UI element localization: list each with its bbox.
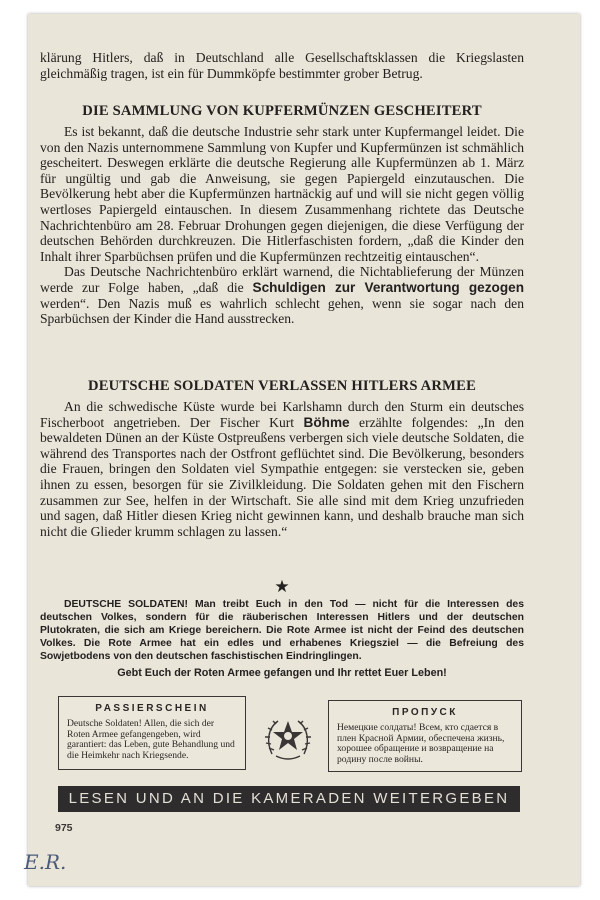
page-number: 975 — [55, 822, 73, 834]
passierschein-title: PASSIERSCHEIN — [95, 703, 209, 714]
section1-heading: DIE SAMMLUNG VON KUPFERMÜNZEN GESCHEITERT — [82, 103, 482, 119]
section-soldiers — [40, 378, 524, 539]
propusk-text: Немецкие солдаты! Всем, кто сдается в плен Красной Армии, обеспечена жизнь, хорошее обращение и возвращение на родину после войны. — [337, 722, 505, 765]
propusk-box — [328, 700, 522, 772]
appeal-text: DEUTSCHE SOLDATEN! Man treibt Euch in den Tod — nicht für die Interessen des deutschen Volkes, sondern für die räuberischen Interessen Hitlers und der deutschen Plutokraten, die sich am Kriege bereichern. Die Rote Armee ist nicht der Feind des deutschen Volkes. Die Rote Armee hat ein edles und erhabenes Kriegsziel — die Befreiung des Sowjetbodens von den deutschen faschistischen Eindringlingen. — [40, 599, 524, 662]
intro-paragraph: klärung Hitlers, daß in Deutschland alle Gesellschaftsklassen die Kriegslasten gleichmäßig tragen, ist ein für Dummköpfe bestimmter grober Betrug. — [40, 50, 524, 81]
appeal-closing: Gebt Euch der Roten Armee gefangen und Ihr rettet Euer Leben! — [117, 667, 447, 679]
appeal-block — [40, 578, 524, 679]
section1-p2-after: werden“. Den Nazis muß es wahrlich schlecht gehen, wenn sie sogar nach den Sparbüchsen der Kinder die Hand ausstrecken. — [40, 295, 524, 327]
section2-p-bold: Böhme — [303, 414, 350, 430]
intro-column — [40, 50, 524, 81]
section1-paragraph2 — [40, 264, 524, 326]
section1-p2-before: Das Deutsche Nachrichtenbüro erklärt warnend, die Nichtablieferung der Münzen werde zur Folge haben, „daß die — [40, 264, 524, 295]
section2-heading: DEUTSCHE SOLDATEN VERLASSEN HITLERS ARMEE — [87, 378, 476, 394]
handwritten-signature: E.R. — [24, 850, 67, 874]
soviet-star-emblem-icon — [262, 712, 314, 764]
section2-p-after: erzählte folgendes: „In den bewaldeten Dünen an der Küste Ostpreußens verbergen sich viele deutsche Soldaten, die während des Transportes nach der Ostfront geflüchtet sind. Die Bevölkerung, besonders die Frauen, bringen den Soldaten viel Sympathie entgegen: sie verstecken sie, geben ihnen zu essen, besorgen für sie Zivilkleidung. Die Soldaten gehen mit den Fischern zusammen zur See, helfen in der Wirtschaft. Sie alle sind mit dem Krieg unzufrieden und sagen, daß Hitler diesen Krieg nicht gewinnen kann, und deshalb brauche man sich nicht die Glieder krumm schlagen zu lassen.“ — [40, 414, 525, 539]
pass-on-banner: LESEN UND AN DIE KAMERADEN WEITERGEBEN — [58, 786, 520, 812]
section1-paragraph1: Es ist bekannt, daß die deutsche Industrie sehr stark unter Kupfermangel leidet. Die von den Nazis unternommene Sammlung von Kupfer und Kupfermünzen ist schmählich gescheitert. Deswegen erklärte die deutsche Regierung alle Kupfermünzen ab 1. März für ungültig und gab die Anweisung, sie gegen Papiergeld einzutauschen. Die Bevölkerung hebt aber die Kupfermünzen hartnäckig auf und will sie nicht gegen völlig wertloses Papiergeld eintauschen. In diesem Zusammenhang richtete das Deutsche Nachrichtenbüro am 28. Februar Drohungen gegen diejenigen, die diese Verfügung der deutschen Behörden durchkreuzen. Die Hitlerfaschisten fordern, „daß die Kinder den Inhalt ihrer Sparbüchsen prüfen und die Kupfermünzen rechtzeitig eintauschen“. — [40, 124, 524, 264]
section2-p-before: An die schwedische Küste wurde bei Karlshamn durch den Sturm ein deutsches Fischerboot angetrieben. Der Fischer Kurt — [40, 399, 524, 430]
passierschein-box — [58, 696, 246, 770]
star-icon: ★ — [274, 577, 290, 596]
propusk-title: ПРОПУСК — [392, 707, 458, 718]
section2-paragraph — [40, 399, 524, 539]
section1-p2-bold: Schuldigen zur Verantwortung gezogen — [252, 279, 524, 295]
section-copper-coins — [40, 103, 524, 327]
passierschein-text: Deutsche Soldaten! Allen, die sich der Roten Armee gefangengeben, wird garantiert: das Leben, gute Behandlung und die Heimkehr nach Kriegsende. — [67, 718, 235, 761]
